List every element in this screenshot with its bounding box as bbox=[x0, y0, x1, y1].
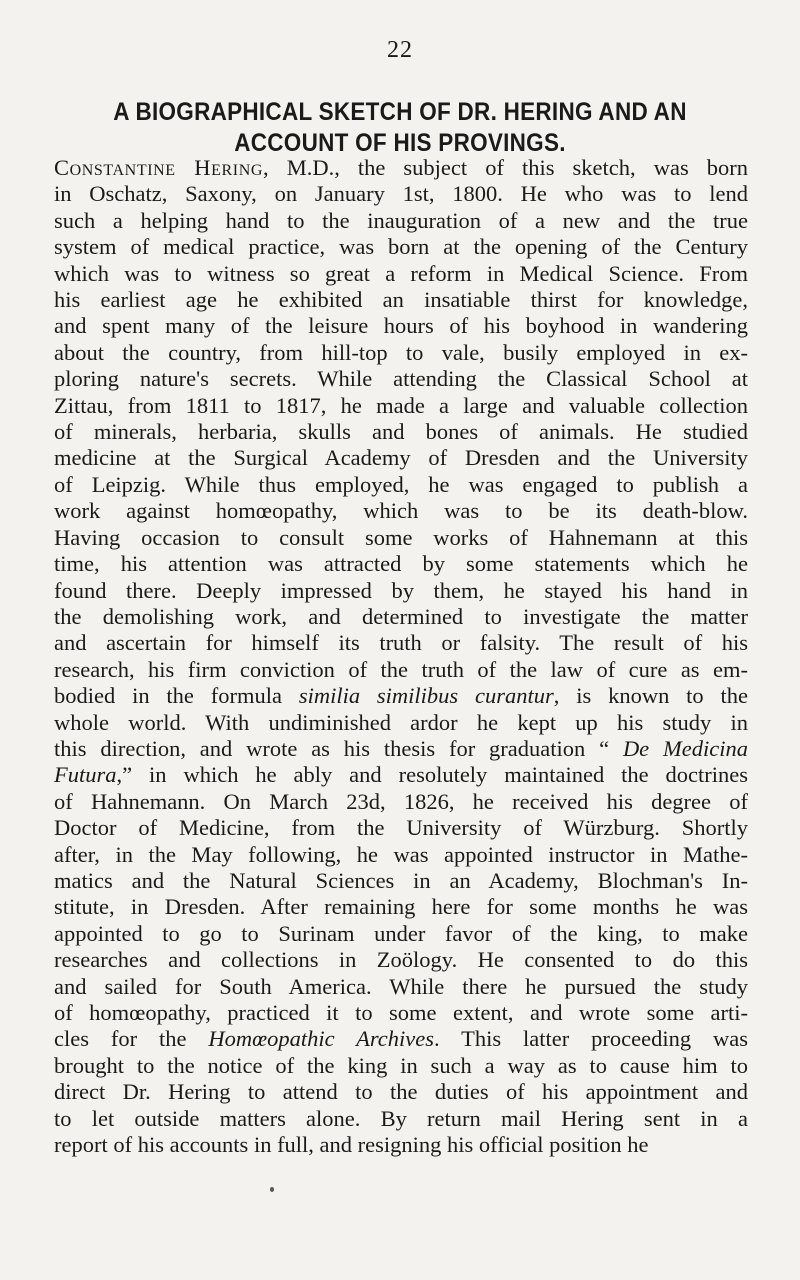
text-line: researches and collections in Zoölogy. He consented to do this bbox=[54, 947, 748, 973]
text-line: Futura,” in which he ably and resolutely maintained the doctrines bbox=[54, 762, 748, 788]
text-line: after, in the May following, he was appointed instructor in Mathe- bbox=[54, 841, 748, 867]
text-line: medicine at the Surgical Academy of Dresden and the University bbox=[54, 445, 748, 471]
text-line: whole world. With undiminished ardor he kept up his study in bbox=[54, 709, 748, 735]
page-number: 22 bbox=[387, 37, 413, 63]
thesis-title: De Medicina bbox=[622, 735, 748, 761]
text-line: such a helping hand to the inauguration of a new and the true bbox=[54, 207, 748, 233]
text-line: bodied in the formula similia similibus curantur, is known to the bbox=[54, 683, 749, 709]
text-line: his earliest age he exhibited an insatiable thirst for knowledge, bbox=[54, 287, 748, 313]
journal-title: Homœopathic Archives bbox=[208, 1026, 435, 1052]
text-line: Doctor of Medicine, from the University of Würzburg. Shortly bbox=[54, 815, 748, 841]
text-line: about the country, from hill-top to vale, busily employed in ex- bbox=[54, 339, 748, 365]
text-line: and spent many of the leisure hours of his boyhood in wandering bbox=[54, 313, 748, 339]
text-line: report of his accounts in full, and resigning his official position he bbox=[54, 1132, 649, 1158]
text-line: direct Dr. Hering to attend to the duties of his appointment and bbox=[54, 1079, 748, 1105]
text-line: cles for the Homœopathic Archives. This latter proceeding was bbox=[54, 1026, 748, 1052]
text-line: and sailed for South America. While there he pursued the study bbox=[54, 973, 748, 999]
chapter-title bbox=[85, 97, 715, 159]
ink-speck bbox=[270, 1187, 274, 1192]
text-line: this direction, and wrote as his thesis for graduation “ De Medicina bbox=[54, 735, 748, 761]
text-line: of Hahnemann. On March 23d, 1826, he received his degree of bbox=[54, 788, 748, 814]
text-line: and ascertain for himself its truth or falsity. The result of his bbox=[54, 630, 748, 656]
latin-formula: similia similibus curantur bbox=[298, 683, 554, 709]
text-line: work against homœopathy, which was to be its death-blow. bbox=[54, 498, 748, 524]
text-line: Having occasion to consult some works of Hahnemann at this bbox=[54, 524, 748, 550]
text-line: matics and the Natural Sciences in an Academy, Blochman's In- bbox=[54, 867, 748, 893]
text-line: of Leipzig. While thus employed, he was engaged to publish a bbox=[54, 471, 748, 497]
text-line: system of medical practice, was born at the opening of the Century bbox=[54, 234, 748, 260]
text-line: in Oschatz, Saxony, on January 1st, 1800. He who was to lend bbox=[54, 181, 748, 207]
text-line: the demolishing work, and determined to investigate the matter bbox=[54, 603, 748, 629]
text-line: Zittau, from 1811 to 1817, he made a large and valuable collection bbox=[54, 392, 748, 418]
text-line: time, his attention was attracted by some statements which he bbox=[54, 551, 748, 577]
text-line: brought to the notice of the king in such a way as to cause him to bbox=[54, 1052, 748, 1078]
text-line: of minerals, herbaria, skulls and bones of animals. He studied bbox=[54, 419, 748, 445]
chapter-title-line-1: A BIOGRAPHICAL SKETCH OF DR. HERING AND AN bbox=[113, 98, 687, 126]
text-line: which was to witness so great a reform in Medical Science. From bbox=[54, 260, 748, 286]
text-line: to let outside matters alone. By return mail Hering sent in a bbox=[54, 1105, 748, 1131]
text-line: research, his firm conviction of the truth of the law of cure as em- bbox=[54, 656, 748, 682]
text-line: found there. Deeply impressed by them, he stayed his hand in bbox=[54, 577, 748, 603]
biography-paragraph bbox=[54, 155, 748, 1158]
thesis-title: Futura bbox=[54, 762, 117, 788]
text-line: ploring nature's secrets. While attending the Classical School at bbox=[54, 366, 748, 392]
subject-name: Constantine Hering bbox=[54, 155, 264, 180]
text-line: of homœopathy, practiced it to some extent, and wrote some arti- bbox=[54, 1000, 748, 1025]
text-line: Constantine Hering, M.D., the subject of this sketch, was born bbox=[54, 155, 748, 180]
text-line: stitute, in Dresden. After remaining here for some months he was bbox=[54, 894, 748, 920]
chapter-title-line-2: ACCOUNT OF HIS PROVINGS. bbox=[234, 129, 566, 157]
text-line: appointed to go to Surinam under favor of the king, to make bbox=[54, 920, 748, 946]
